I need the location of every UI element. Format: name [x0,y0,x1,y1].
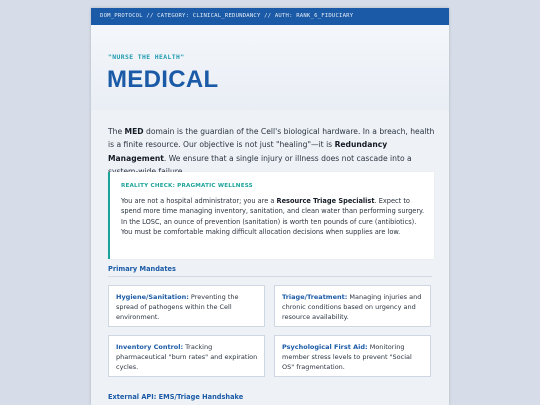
mandate-desc: Managing injuries and chronic conditions based on urgency and resource availability. [282,293,422,321]
mandate-card-triage [274,285,431,327]
intro-text-1: The [108,127,125,136]
callout-text-2: . Expect to spend more time managing inventory, sanitation, and clean water than performing surgery. In the LOSC, an ounce of prevention (sanitation) is worth ten pounds of cure (antibiotics). You must be comfortable making difficult allocation decisions when supplies are low. [121,197,425,237]
external-api-heading: External API: EMS/Triage Handshake [108,393,244,401]
mandate-card-inventory [108,335,265,377]
callout-bold: Resource Triage Specialist [276,197,375,205]
protocol-meta-bar: DOM_PROTOCOL // CATEGORY: CLINICAL_REDUNDANCY // AUTH: RANK_6_FIDUCIARY [91,8,449,25]
mandate-desc: Monitoring member stress levels to prevent "Social OS" fragmentation. [282,343,412,371]
mandate-head: Psychological First Aid: [282,343,368,351]
callout-text-1: You are not a hospital administrator; you are a [121,197,277,205]
mandate-desc: Preventing the spread of pathogens within the Cell environment. [116,293,239,321]
mandate-text [282,342,426,372]
mandate-head: Inventory Control: [116,343,184,351]
mandate-desc: Tracking pharmaceutical "burn rates" and expiration cycles. [116,343,258,371]
callout-title: REALITY CHECK: PRAGMATIC WELLNESS [121,183,253,189]
mandate-head: Triage/Treatment: [282,293,348,301]
reality-check-callout [108,172,434,259]
intro-bold-2: Redundancy Management [108,140,388,163]
callout-body [121,196,427,238]
mandate-text [116,342,260,372]
mandate-text [282,292,426,322]
kicker-quote: "NURSE THE HEALTH" [108,53,185,61]
intro-bold-1: MED [124,127,144,136]
intro-text-2: domain is the guardian of the Cell's biological hardware. In a breach, health is a finite resource. Our objective is not just "healing"—it is [108,127,435,150]
document-card [91,8,449,405]
mandate-card-psych [274,335,431,377]
mandate-card-hygiene [108,285,265,327]
page-title: MEDICAL [107,66,219,93]
mandate-text [116,292,260,322]
mandates-heading: Primary Mandates [108,265,176,273]
intro-paragraph [108,125,438,179]
hero-section [91,25,449,110]
mandate-head: Hygiene/Sanitation: [116,293,189,301]
intro-text-3: . We ensure that a single injury or illness does not cascade into a [163,153,412,163]
mandates-divider [108,276,432,277]
